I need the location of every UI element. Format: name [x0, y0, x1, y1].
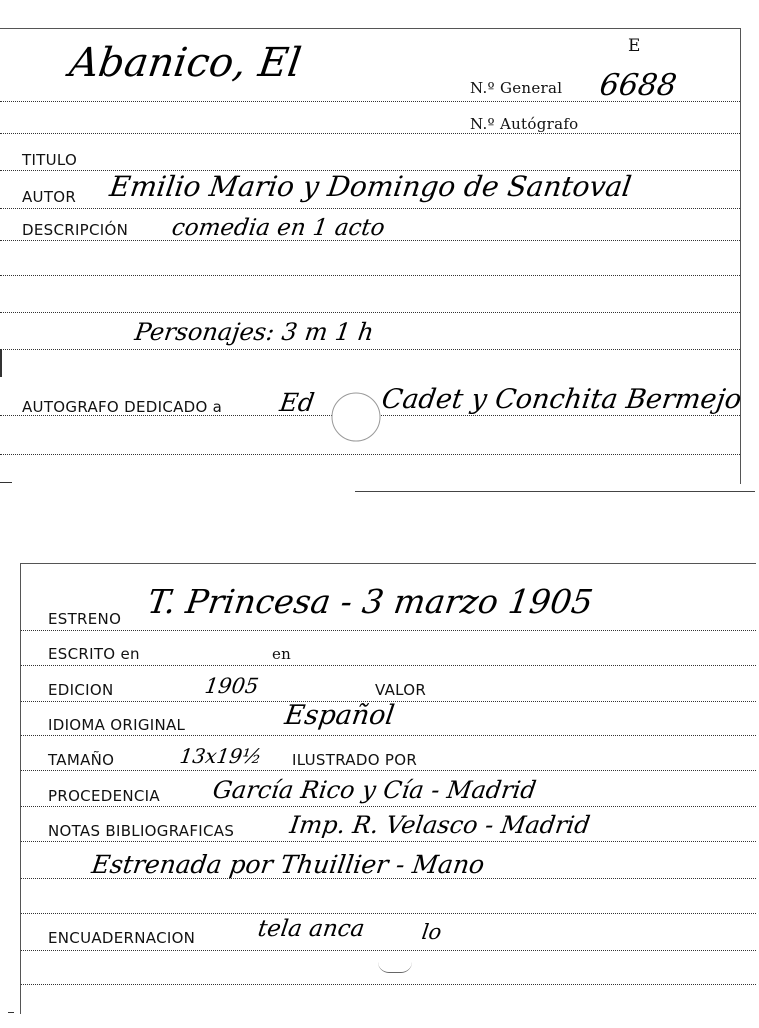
encuadernacion-value: tela anca — [256, 916, 367, 942]
titulo-label: TITULO — [22, 151, 78, 169]
margin-mark — [0, 349, 2, 377]
dedicado-value-left: Ed — [277, 388, 317, 417]
escrito-label: ESCRITO en — [48, 645, 140, 663]
ruled-line — [0, 454, 740, 455]
idioma-label: IDIOMA ORIGINAL — [48, 716, 186, 734]
ruled-line — [21, 984, 756, 985]
notas-value-2: Estrenada por Thuillier - Mano — [89, 850, 487, 879]
descripcion-label: DESCRIPCIÓN — [22, 221, 129, 239]
idioma-value: Español — [282, 700, 397, 731]
autor-value: Emilio Mario y Domingo de Santoval — [107, 170, 634, 203]
escrito-en-label: en — [272, 645, 292, 663]
estreno-label: ESTRENO — [48, 610, 122, 628]
hole-punch-mark — [325, 392, 387, 442]
ruled-line — [0, 312, 740, 313]
descripcion-value: comedia en 1 acto — [170, 215, 387, 241]
ruled-line — [21, 665, 756, 666]
edicion-value: 1905 — [203, 674, 261, 698]
valor-label: VALOR — [375, 681, 427, 699]
ruled-line — [21, 735, 756, 736]
card-bottom-edge — [355, 491, 755, 492]
procedencia-label: PROCEDENCIA — [48, 787, 160, 805]
general-number-label: N.º General — [470, 79, 563, 97]
corner-letter: E — [628, 36, 641, 56]
ruled-line — [0, 275, 740, 276]
estreno-value: T. Princesa - 3 marzo 1905 — [145, 582, 596, 621]
dedicado-value-right: Cadet y Conchita Bermejo — [379, 384, 744, 415]
personajes-value: Personajes: 3 m 1 h — [133, 318, 376, 346]
ruled-line — [0, 133, 740, 134]
ruled-line — [0, 349, 740, 350]
ilustrado-label: ILUSTRADO POR — [292, 751, 418, 769]
general-number-value: 6688 — [597, 68, 679, 103]
tamano-label: TAMAÑO — [48, 751, 115, 769]
ruled-line — [21, 770, 756, 771]
ruled-line — [0, 208, 740, 209]
notas-value: Imp. R. Velasco - Madrid — [288, 811, 592, 839]
autograph-number-label: N.º Autógrafo — [470, 115, 579, 133]
ruled-line — [21, 630, 756, 631]
handwritten-title: Abanico, El — [66, 40, 305, 86]
margin-mark — [8, 1012, 14, 1013]
autor-label: AUTOR — [22, 188, 77, 206]
notas-label: NOTAS BIBLIOGRAFICAS — [48, 822, 235, 840]
encuadernacion-label: ENCUADERNACION — [48, 929, 196, 947]
dedicado-label: AUTOGRAFO DEDICADO a — [22, 398, 223, 416]
procedencia-value: García Rico y Cía - Madrid — [211, 776, 538, 804]
ruled-line — [21, 841, 756, 842]
ruled-line — [21, 806, 756, 807]
tamano-value: 13x19½ — [178, 744, 264, 768]
ruled-line — [21, 913, 756, 914]
margin-mark — [0, 482, 12, 483]
encuadernacion-value-2: lo — [420, 920, 444, 944]
edicion-label: EDICION — [48, 681, 114, 699]
ruled-line — [21, 950, 756, 951]
